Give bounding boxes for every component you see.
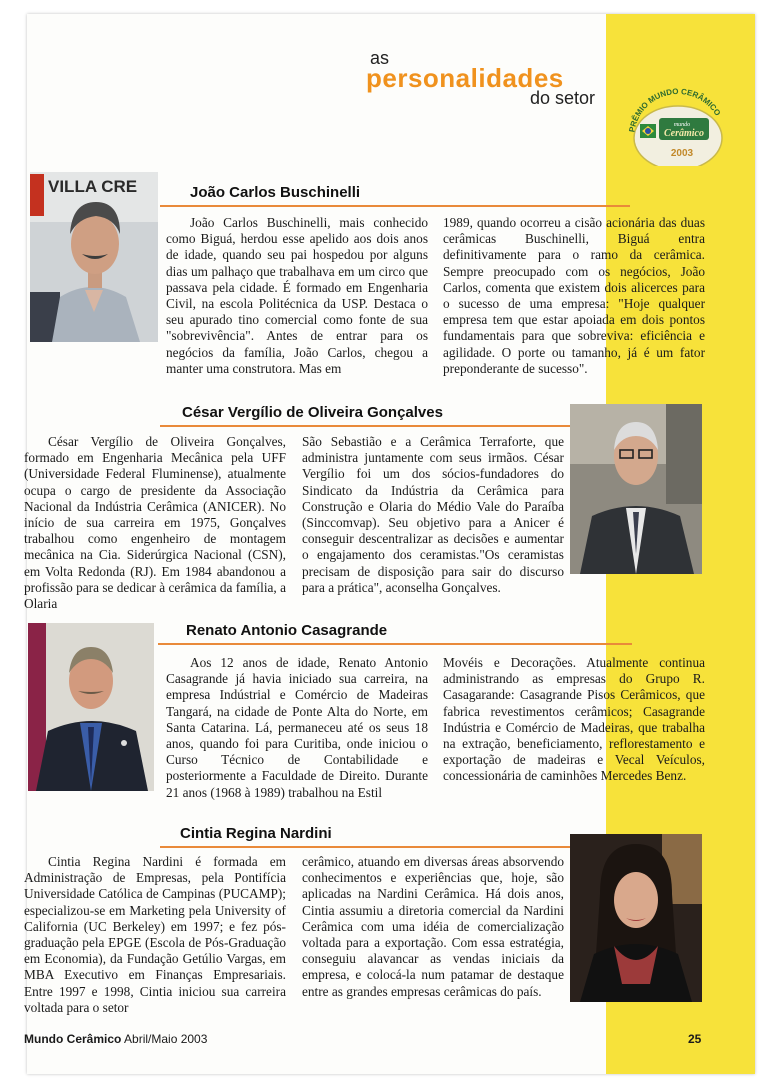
header-title: personalidades xyxy=(366,63,564,93)
profile-text-col2-buschinelli: 1989, quando ocorreu a cisão acionária das duas cerâmicas Buschinelli, Biguá entra definitivamente para o ramo da cerâmica. Sempre preocupado com os negócios, João Carlos, comenta que existem dois alicerces para o sucesso de uma empresa: "Hoje qualquer empresa tem que estar apoiada em dois pontos fundamentais para que sobreviva: eficiência e agilidade. O porte ou tamanho, já é um fator preponderante de sucesso". xyxy=(443,215,705,376)
badge-arc-text: PRÊMIO MUNDO CERÂMICO xyxy=(627,86,723,133)
portrait-photo-buschinelli xyxy=(30,172,158,342)
profile-text-col2-nardini: cerâmico, atuando em diversas áreas absorvendo conhecimentos e experiências que, hoje, são aplicadas na Nardini Cerâmica. Há dois anos, Cintia assumiu a diretoria comercial da Nardini Cerâmica com uma idéia de comercialização voltada para a exportação. Com essa estratégia, conseguiu alavancar as vendas iniciais da empresa, e colocá-la num patamar de destaque entre as grandes empresas cerâmicas do país. xyxy=(302,854,564,999)
badge-year: 2003 xyxy=(670,148,694,159)
page-number: 25 xyxy=(688,1032,702,1046)
profile-text-col2-casagrande: Movéis e Decorações. Atualmente continua administrando as empresas do Grupo R. Casagarande: Casagrande Pisos Cerâmicos, que fabrica revestimentos cerâmicos; Casagrande Indústria e Comércio de Madeiras, que trabalha na extração, beneficiamento, reflorestamento e exportação de madeiras e Vecal Veículos, concessionária de caminhões Mercedes Benz. xyxy=(443,655,705,784)
profile-name-buschinelli: João Carlos Buschinelli xyxy=(160,184,630,207)
footer-magazine-name: Mundo Cerâmico xyxy=(24,1032,122,1046)
profile-name-goncalves: César Vergílio de Oliveira Gonçalves xyxy=(160,404,588,427)
profile-text-col1-buschinelli: João Carlos Buschinelli, mais conhecido como Biguá, herdou esse apelido aos dois anos de idade, quando seu pai hospedou por alguns dias um palhaço que trabalhava em um circo que passava pela cidade. É formado em Engenharia Civil, na escola Politécnica da USP. Destaca o seu apurado tino comercial como fonte de sua "sobrevivência". Antes de entrar para os negócios da família, João Carlos, chegou a manter uma construtora. Mas em xyxy=(166,215,428,376)
profile-text-col1-nardini: Cintia Regina Nardini é formada em Administração de Empresas, pela Pontifícia Universidade Católica de Campinas (PUCAMP); especializou-se em Marketing pela University of California (UC Berkeley) em 1997; e fez pós-graduação pela EPGE (Escola de Pós-Graduação em Economia), da Fundação Getúlio Vargas, em MBA Executivo em Finanças Empresariais. Entre 1997 e 1998, Cintia iniciou sua carreira voltada para o setor xyxy=(24,854,286,1015)
profile-name-nardini: Cintia Regina Nardini xyxy=(160,825,586,848)
badge-logo-small: mundo xyxy=(673,122,691,128)
portrait-photo-casagrande xyxy=(28,623,154,791)
award-badge xyxy=(622,86,732,166)
profile-text-col2-goncalves: São Sebastião e a Cerâmica Terraforte, que administra juntamente com seus irmãos. César Vergílio foi um dos sócios-fundadores do Sindicato da Indústria da Cerâmica para Construção e Olaria do Médio Vale do Paraíba (Sinccomvap). Seu objetivo para a Anicer é conseguir descentralizar as decisões e aumentar o engajamento dos ceramistas."Os ceramistas precisam de disposição para sair do discurso para a prática", aconselha Gonçalves. xyxy=(302,434,564,595)
header-line-as: as xyxy=(370,48,390,68)
portrait-photo-goncalves xyxy=(570,404,702,574)
header-line-setor: do setor xyxy=(530,88,596,108)
portrait-photo-nardini xyxy=(570,834,702,1002)
footer-issue-date: Abril/Maio 2003 xyxy=(124,1032,208,1046)
profile-text-col1-goncalves: César Vergílio de Oliveira Gonçalves, formado em Engenharia Mecânica pela UFF (Universidade Federal Fluminense), atualmente ocupa o cargo de presidente da Associação Nacional da Indústria Cerâmica (ANICER). No início de sua carreira em 1975, Gonçalves trabalhou como engenheiro de montagem mecânica na Cia. Siderúrgica Nacional (CSN), em Volta Redonda (RJ). Em 1984 abandonou a profissão para se dedicar à cerâmica da família, a Olaria xyxy=(24,434,286,612)
profile-text-col1-casagrande: Aos 12 anos de idade, Renato Antonio Casagrande já havia iniciado sua carreira, na empresa Indústrial e Comércio de Madeiras Tangará, na cidade de Ponte Alta do Norte, em Santa Catarina. Lá, permaneceu até os seus 18 anos, quando foi para Curitiba, onde iniciou o Curso Técnico de Contabilidade e posteriormente a Faculdade de Direito. Durante 21 anos (1968 à 1989) trabalhou na Estil xyxy=(166,655,428,800)
badge-logo-big: Cerâmico xyxy=(664,128,704,139)
photo-sign-text: VILLA CRE xyxy=(48,177,138,196)
profile-name-casagrande: Renato Antonio Casagrande xyxy=(158,622,632,645)
footer-issue xyxy=(24,1032,207,1046)
